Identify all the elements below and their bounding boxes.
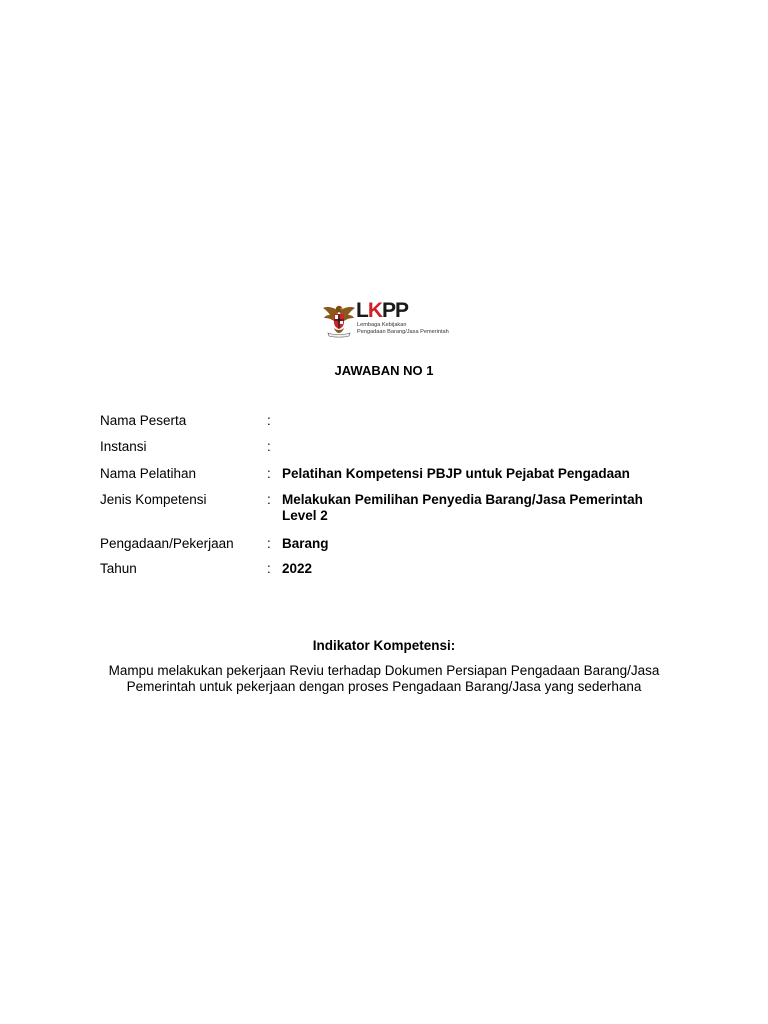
indicator-text: Mampu melakukan pekerjaan Reviu terhadap Dokumen Persiapan Pengadaan Barang/Jasa Pemerintah untuk pekerjaan dengan proses Pengadaan Barang/Jasa yang sederhana	[108, 663, 660, 694]
field-row-nama-peserta	[100, 413, 680, 429]
field-label: Tahun	[100, 561, 137, 576]
field-colon: :	[267, 413, 271, 428]
field-label: Pengadaan/Pekerjaan	[100, 536, 234, 551]
field-value: 2022	[282, 561, 313, 576]
field-label: Nama Peserta	[100, 413, 187, 428]
field-label: Jenis Kompetensi	[100, 492, 207, 507]
field-colon: :	[267, 536, 271, 551]
field-row-nama-pelatihan	[100, 466, 680, 482]
field-colon: :	[267, 492, 271, 507]
field-value	[282, 413, 680, 429]
field-colon: :	[267, 466, 271, 481]
logo-brand-text	[356, 300, 408, 322]
field-row-pengadaan-pekerjaan	[100, 536, 680, 552]
lkpp-logo	[322, 301, 454, 341]
field-label: Nama Pelatihan	[100, 466, 197, 481]
field-value: Pelatihan Kompetensi PBJP untuk Pejabat Pengadaan	[282, 466, 630, 481]
field-row-tahun	[100, 561, 680, 577]
field-label: Instansi	[100, 439, 147, 454]
field-value: Melakukan Pemilihan Penyedia Barang/Jasa Pemerintah Level 2	[282, 492, 643, 523]
field-value: Barang	[282, 536, 329, 551]
logo-tagline-line2: Pengadaan Barang/Jasa Pemerintah	[357, 329, 449, 335]
document-title: JAWABAN NO 1	[334, 363, 434, 378]
logo-brand-prefix: L	[356, 299, 368, 322]
garuda-emblem-icon	[322, 302, 356, 338]
field-value	[282, 439, 680, 455]
logo-tagline	[357, 322, 449, 336]
logo-brand-suffix: PP	[382, 299, 409, 322]
field-row-jenis-kompetensi	[100, 492, 680, 524]
logo-brand-accent: K	[367, 299, 382, 322]
field-colon: :	[267, 439, 271, 454]
indicator-title: Indikator Kompetensi:	[312, 638, 456, 653]
field-row-instansi	[100, 439, 680, 455]
field-colon: :	[267, 561, 271, 576]
logo-tagline-line1: Lembaga Kebijakan	[357, 322, 407, 328]
